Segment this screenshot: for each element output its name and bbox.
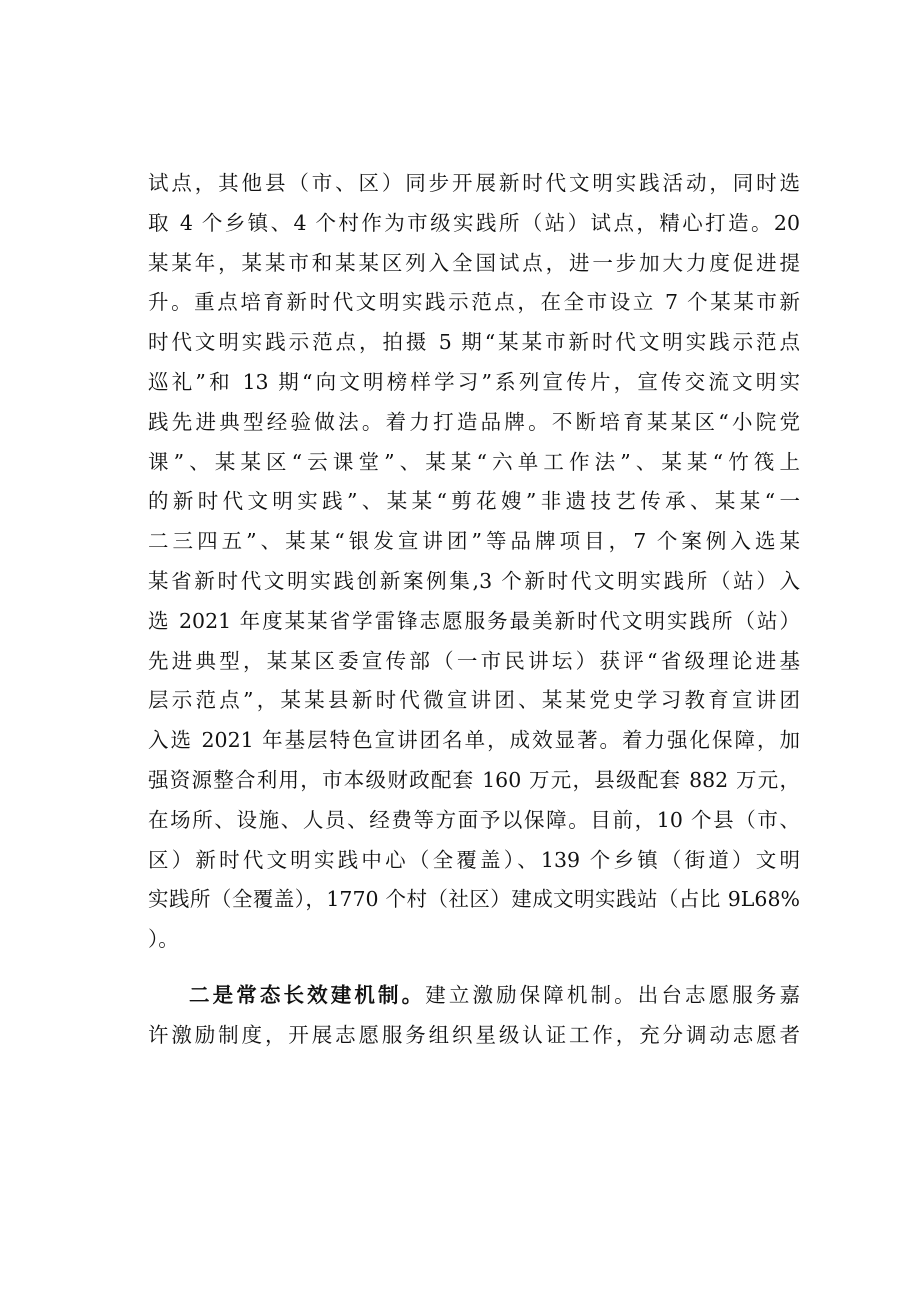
section-heading: 二是常态长效建机制。 (189, 982, 426, 1007)
text-line: 取 4 个乡镇、4 个村作为市级实践所（站）试点，精心打造。20 (148, 210, 800, 235)
text-line: 巡礼”和 13 期“向文明榜样学习”系列宣传片，宣传交流文明实 (148, 369, 800, 394)
text-line: 升。重点培育新时代文明实践示范点，在全市设立 7 个某某市新 (148, 290, 800, 315)
paragraph-1 (148, 164, 800, 960)
body-text (148, 164, 800, 1056)
text-line: 二三四五”、某某“银发宣讲团”等品牌项目，7 个案例入选某 (148, 529, 800, 554)
text-line: 的新时代文明实践”、某某“剪花嫂”非遗技艺传承、某某“一 (148, 489, 800, 514)
text-line: 区）新时代文明实践中心（全覆盖）、139 个乡镇（街道）文明 (148, 847, 800, 872)
paragraph-spacer (148, 960, 800, 976)
text-line: 某某年，某某市和某某区列入全国试点，进一步加大力度促进提 (148, 250, 800, 275)
text-line: 课”、某某区“云课堂”、某某“六单工作法”、某某“竹筏上 (148, 449, 800, 474)
text-line (148, 976, 800, 1016)
section-heading-continuation: 建立激励保障机制。出台志愿服务嘉 (425, 982, 801, 1007)
text-line: 实践所（全覆盖），1770 个村（社区）建成文明实践站（占比 9L68% (148, 887, 800, 912)
text-line: 层示范点”，某某县新时代微宣讲团、某某党史学习教育宣讲团 (148, 688, 800, 713)
text-line: 选 2021 年度某某省学雷锋志愿服务最美新时代文明实践所（站） (148, 608, 800, 633)
text-line: 时代文明实践示范点，拍摄 5 期“某某市新时代文明实践示范点 (148, 330, 800, 355)
text-line: 许激励制度，开展志愿服务组织星级认证工作，充分调动志愿者 (148, 1022, 800, 1047)
text-line: 试点，其他县（市、区）同步开展新时代文明实践活动，同时选 (148, 171, 800, 195)
text-line: 某省新时代文明实践创新案例集,3 个新时代文明实践所（站）入 (148, 568, 800, 593)
paragraph-2 (148, 976, 800, 1056)
text-line: 先进典型，某某区委宣传部（一市民讲坛）获评“省级理论进基 (148, 648, 800, 673)
text-line: 在场所、设施、人员、经费等方面予以保障。目前，10 个县（市、 (148, 807, 800, 832)
text-line: 强资源整合利用，市本级财政配套 160 万元，县级配套 882 万元， (148, 767, 800, 792)
text-line: ）。 (148, 927, 179, 952)
text-line: 入选 2021 年基层特色宣讲团名单，成效显著。着力强化保障，加 (148, 728, 800, 753)
text-line: 践先进典型经验做法。着力打造品牌。不断培育某某区“小院党 (148, 409, 800, 434)
